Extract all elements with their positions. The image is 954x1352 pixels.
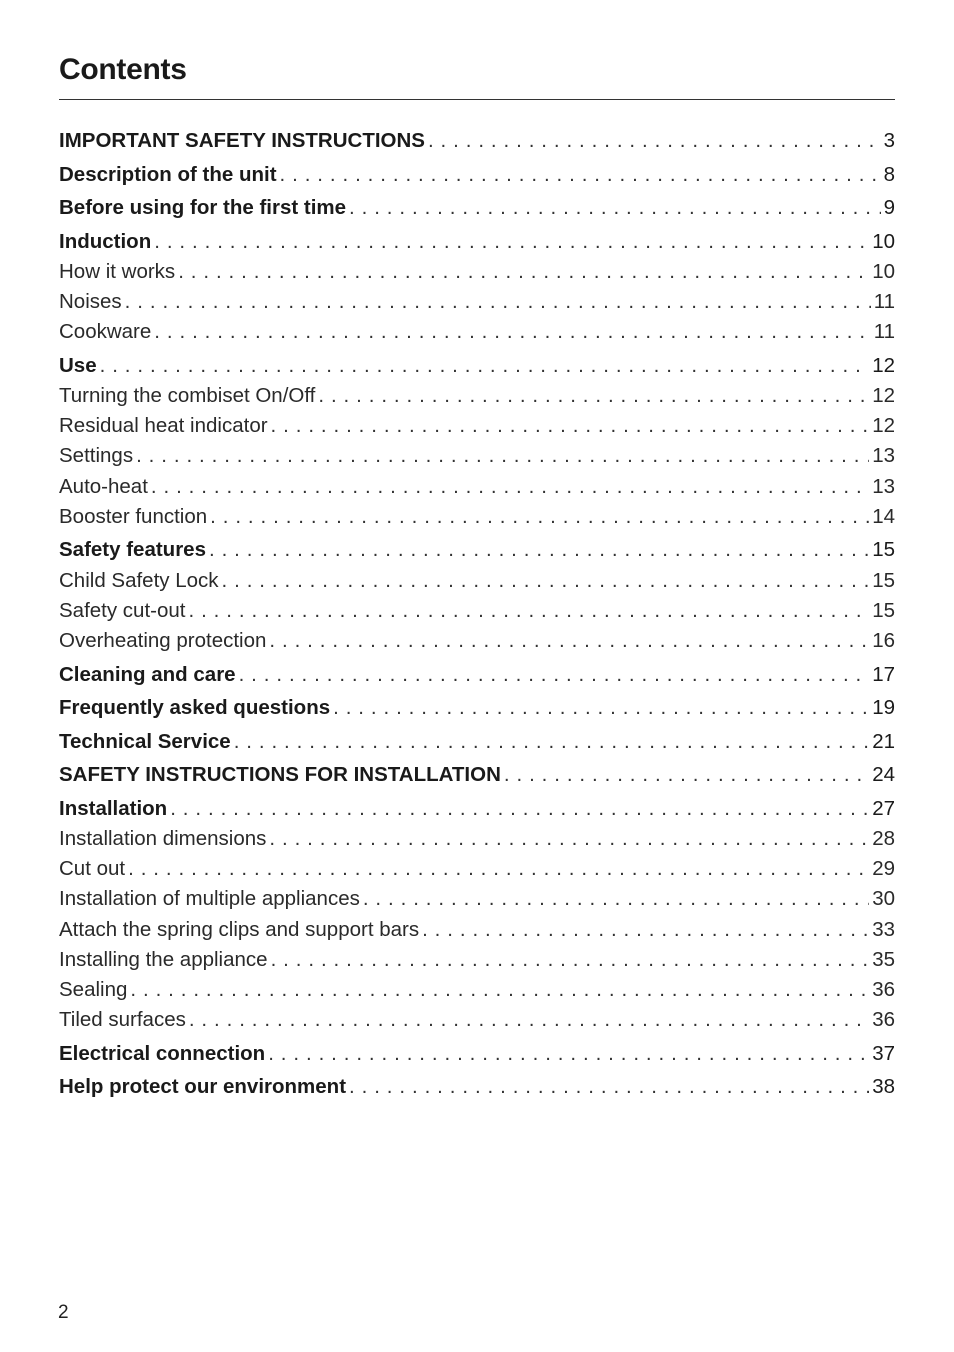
toc-entry-label: Frequently asked questions	[59, 696, 331, 720]
toc-entry-label: Cut out	[59, 857, 126, 881]
toc-dot-leader	[271, 945, 870, 975]
toc-dot-leader	[170, 794, 869, 824]
toc-entry-label: Use	[59, 353, 97, 377]
toc-section-entry[interactable]	[59, 126, 895, 156]
toc-dot-leader	[210, 502, 869, 532]
toc-section-entry[interactable]	[59, 160, 895, 190]
toc-entry-label: Auto-heat	[59, 474, 148, 498]
toc-entry-page: 15	[872, 538, 895, 562]
toc-entry-page: 36	[872, 977, 895, 1001]
toc-dot-leader	[422, 915, 869, 945]
toc-dot-leader	[222, 566, 870, 596]
toc-dot-leader	[363, 884, 869, 914]
toc-entry-label: Before using for the first time	[59, 196, 347, 220]
toc-subsection-entry[interactable]	[59, 1005, 895, 1035]
toc-section-entry[interactable]	[59, 760, 895, 790]
toc-subsection-entry[interactable]	[59, 566, 895, 596]
toc-entry-page: 27	[872, 796, 895, 820]
toc-section-entry[interactable]	[59, 193, 895, 223]
toc-entry-label: Turning the combiset On/Off	[59, 384, 316, 408]
toc-entry-label: Description of the unit	[59, 162, 277, 186]
toc-subsection-entry[interactable]	[59, 257, 895, 287]
toc-dot-leader	[154, 317, 870, 347]
toc-subsection-entry[interactable]	[59, 915, 895, 945]
toc-subsection-entry[interactable]	[59, 502, 895, 532]
toc-entry-page: 36	[872, 1008, 895, 1032]
toc-entry-label: Cleaning and care	[59, 662, 236, 686]
toc-entry-page: 37	[872, 1041, 895, 1065]
toc-dot-leader	[349, 1072, 869, 1102]
toc-entry-label: Induction	[59, 229, 152, 253]
toc-entry-page: 13	[872, 474, 895, 498]
toc-subsection-entry[interactable]	[59, 287, 895, 317]
toc-entry-page: 9	[883, 196, 895, 220]
toc-dot-leader	[504, 760, 869, 790]
toc-entry-label: Safety cut-out	[59, 598, 186, 622]
toc-dot-leader	[100, 351, 870, 381]
toc-entry-page: 12	[872, 353, 895, 377]
toc-section-entry[interactable]	[59, 351, 895, 381]
toc-dot-leader	[269, 824, 869, 854]
toc-dot-leader	[428, 126, 881, 156]
toc-dot-leader	[125, 287, 871, 317]
toc-dot-leader	[209, 535, 869, 565]
toc-dot-leader	[349, 193, 881, 223]
toc-section-entry[interactable]	[59, 727, 895, 757]
toc-entry-label: Settings	[59, 444, 134, 468]
toc-subsection-entry[interactable]	[59, 441, 895, 471]
toc-entry-label: Installation of multiple appliances	[59, 887, 360, 911]
toc-section-entry[interactable]	[59, 794, 895, 824]
toc-entry-page: 11	[873, 320, 895, 344]
toc-entry-page: 16	[872, 628, 895, 652]
toc-entry-label: Technical Service	[59, 729, 231, 753]
toc-dot-leader	[239, 660, 870, 690]
toc-section-entry[interactable]	[59, 227, 895, 257]
toc-dot-leader	[189, 1005, 869, 1035]
toc-entry-page: 3	[883, 129, 895, 152]
toc-entry-page: 12	[872, 414, 895, 438]
table-of-contents	[59, 126, 895, 1103]
toc-entry-page: 28	[872, 827, 895, 851]
toc-dot-leader	[269, 626, 869, 656]
toc-entry-label: Tiled surfaces	[59, 1008, 186, 1032]
toc-dot-leader	[234, 727, 870, 757]
toc-entry-page: 24	[872, 763, 895, 787]
toc-entry-label: Electrical connection	[59, 1041, 266, 1065]
toc-entry-page: 10	[872, 229, 895, 253]
toc-entry-page: 21	[872, 729, 895, 753]
toc-entry-label: Sealing	[59, 977, 128, 1001]
toc-entry-label: Installing the appliance	[59, 947, 268, 971]
toc-dot-leader	[333, 693, 869, 723]
toc-subsection-entry[interactable]	[59, 381, 895, 411]
toc-subsection-entry[interactable]	[59, 596, 895, 626]
toc-entry-label: How it works	[59, 259, 176, 283]
toc-entry-page: 11	[873, 290, 895, 314]
toc-entry-label: Overheating protection	[59, 628, 267, 652]
toc-subsection-entry[interactable]	[59, 824, 895, 854]
toc-subsection-entry[interactable]	[59, 854, 895, 884]
page-title: Contents	[59, 53, 187, 86]
toc-entry-page: 38	[872, 1075, 895, 1099]
toc-dot-leader	[188, 596, 869, 626]
toc-subsection-entry[interactable]	[59, 411, 895, 441]
toc-dot-leader	[178, 257, 869, 287]
toc-section-entry[interactable]	[59, 660, 895, 690]
toc-entry-page: 10	[872, 259, 895, 283]
toc-dot-leader	[128, 854, 869, 884]
toc-dot-leader	[136, 441, 869, 471]
title-divider	[59, 99, 895, 100]
toc-entry-page: 33	[872, 917, 895, 941]
toc-entry-label: Safety features	[59, 538, 206, 562]
toc-subsection-entry[interactable]	[59, 884, 895, 914]
toc-entry-label: Attach the spring clips and support bars	[59, 917, 420, 941]
toc-entry-label: Residual heat indicator	[59, 414, 268, 438]
toc-dot-leader	[271, 411, 870, 441]
toc-entry-page: 8	[883, 162, 895, 186]
toc-entry-page: 19	[872, 696, 895, 720]
toc-dot-leader	[151, 472, 869, 502]
toc-entry-label: Noises	[59, 290, 122, 314]
page-number: 2	[58, 1302, 69, 1323]
toc-dot-leader	[154, 227, 869, 257]
toc-entry-page: 17	[872, 662, 895, 686]
toc-entry-page: 35	[872, 947, 895, 971]
toc-entry-page: 12	[872, 384, 895, 408]
toc-entry-label: SAFETY INSTRUCTIONS FOR INSTALLATION	[59, 763, 501, 787]
toc-section-entry[interactable]	[59, 535, 895, 565]
toc-entry-label: Installation dimensions	[59, 827, 267, 851]
toc-entry-page: 29	[872, 857, 895, 881]
toc-section-entry[interactable]	[59, 1072, 895, 1102]
toc-entry-page: 13	[872, 444, 895, 468]
toc-subsection-entry[interactable]	[59, 945, 895, 975]
toc-dot-leader	[268, 1039, 869, 1069]
toc-dot-leader	[280, 160, 881, 190]
toc-entry-page: 30	[872, 887, 895, 911]
toc-entry-label: IMPORTANT SAFETY INSTRUCTIONS	[59, 129, 425, 152]
toc-section-entry[interactable]	[59, 1039, 895, 1069]
toc-subsection-entry[interactable]	[59, 317, 895, 347]
toc-subsection-entry[interactable]	[59, 472, 895, 502]
toc-subsection-entry[interactable]	[59, 975, 895, 1005]
toc-subsection-entry[interactable]	[59, 626, 895, 656]
toc-entry-label: Help protect our environment	[59, 1075, 347, 1099]
toc-dot-leader	[318, 381, 869, 411]
toc-entry-label: Installation	[59, 796, 168, 820]
toc-dot-leader	[130, 975, 869, 1005]
toc-section-entry[interactable]	[59, 693, 895, 723]
toc-entry-page: 15	[872, 598, 895, 622]
toc-entry-label: Booster function	[59, 504, 208, 528]
toc-entry-page: 14	[872, 504, 895, 528]
toc-entry-page: 15	[872, 568, 895, 592]
toc-entry-label: Child Safety Lock	[59, 568, 219, 592]
toc-entry-label: Cookware	[59, 320, 152, 344]
